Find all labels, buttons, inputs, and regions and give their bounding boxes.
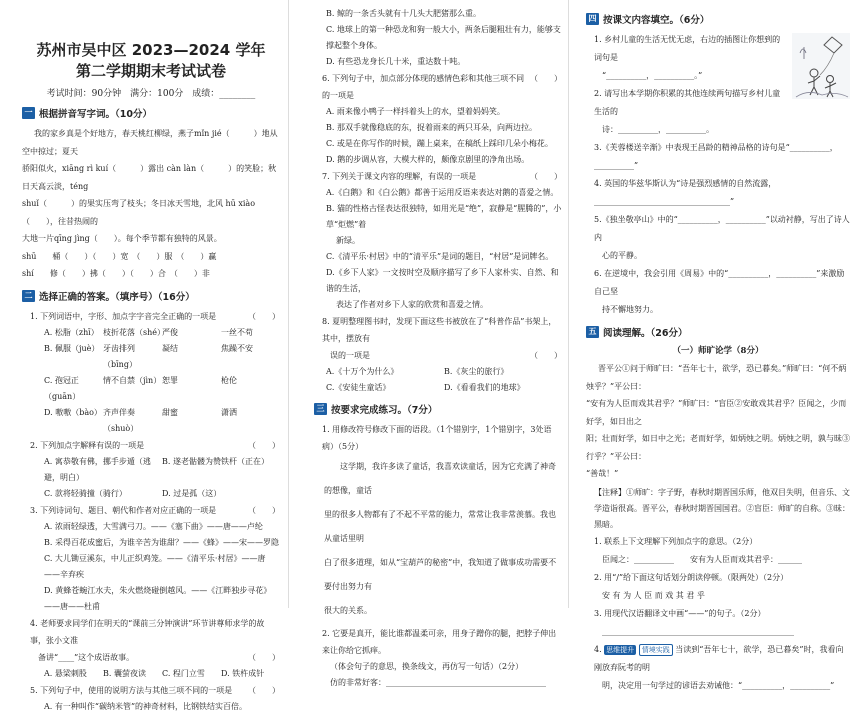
fill-q6[interactable]: 6. 在逆境中，我会引用《周易》中的“__________，__________”来激励自己坚: [594, 269, 845, 296]
question-2: 2. 下列加点字解释有误的一项是 （ ）: [30, 440, 280, 450]
option: A. 浓雨轻绿透，大雪满弓刀。——《塞下曲》——唐——卢纶: [44, 521, 263, 531]
option: C. 大儿锄豆溪东，中儿正织鸡笼。——《清平乐·村居》——唐——辛弃疾: [44, 553, 266, 579]
pinyin-line: 我的家乡真是个好地方，春天桃红柳绿，燕子mǐn jié（ ）地从空中掠过；夏天: [22, 129, 278, 156]
reading-q2: 2. 用“/”给下面这句话划分朗读停顿。（限两处）（2分）: [594, 572, 789, 582]
section-5-heading: [586, 325, 850, 339]
option: D.《看看我们的地球》: [444, 383, 525, 392]
fill-q4[interactable]: 4. 英国的华兹华斯认为“诗是强烈感情的自然流露，__________________________________”: [594, 179, 777, 206]
reading-q1: 1. 联系上下文理解下列加点字的意思。（2分）: [594, 536, 758, 546]
option: B.《灰尘的旅行》: [444, 367, 509, 376]
reading-q4: 4. 思维提升 情境实践 当读到“吾年七十，欲学，恐已暮矣”时，我看向刚放弃阮考的明: [594, 644, 844, 672]
question-4-cont: 备讲“____”这个成语故事。 （ ）: [38, 652, 280, 662]
fill-q5[interactable]: 5.《独坐敬亭山》中的“__________，__________”以动衬静，写出了诗人内: [594, 215, 850, 242]
option: D. 黄蜂苍蜿江水夫，朱火燃烧碰倒越风。——《江畔独步寻花》——唐——杜甫: [44, 585, 272, 611]
option: 新绿。: [336, 236, 360, 245]
section-title: 根据拼音写字词。（10分）: [39, 109, 152, 120]
question-8: 8. 夏明整理图书时，发现下面这些书被放在了“科普作品”书架上，其中，摆放有: [322, 317, 557, 343]
fill-q6-cont: 持不懈地努力。: [602, 305, 658, 314]
column-1: [0, 0, 288, 711]
question-1-options: [44, 325, 280, 437]
option: A. 悬梁刺股: [44, 668, 87, 678]
option: B. 那双手就像稳底的东，捉着雨来的两只耳朵，向两边拉。: [326, 123, 537, 132]
pinyin-line: 大地一片qīng jìng（ ）。每个季节都有独特的风景。: [22, 234, 222, 243]
reading-q3-line[interactable]: ________________________________________________: [602, 626, 794, 636]
classical-text-line: “善哉！”: [586, 469, 619, 478]
pinyin-line: shí 修（ ）拂（ ）（ ）合 （ ）非: [22, 269, 210, 278]
question-1: 1. 下列词语中，字形、加点字字音完全正确的一项是 （ ）: [30, 311, 280, 321]
section-2-heading: [22, 289, 280, 303]
question-3: 3. 下列诗词句、题目、朝代和作者对应正确的一项是 （ ）: [30, 505, 280, 515]
option: 恕罪: [162, 375, 178, 385]
question-8-cont: 误的一项是 （ ）: [330, 351, 562, 360]
exam-title-1: 苏州市吴中区 2023—2024 学年: [36, 41, 266, 59]
question-7: 7. 下列关于课文内容的理解，有误的一项是 （ ）: [322, 172, 562, 181]
option: 牙齿排列（bīng）: [103, 343, 137, 369]
reading-q4-cont[interactable]: 明，决定用一句学过的谚语去劝诫他：“__________，__________”: [602, 680, 835, 690]
section-number: 四: [586, 13, 599, 25]
option: D. 过是孤（这）: [162, 488, 222, 498]
classical-text-line: 晋平公①问于师旷曰：“吾年七十，欲学，恐已暮矣。”师旷曰：“何不炳烛乎？”平公曰：: [586, 364, 847, 391]
fill-q1: 1. 乡村儿童的生活无忧无虑，右边的插图让你想到的词句是: [594, 35, 781, 62]
fill-q2: 2. 请写出本学期你积累的其他连续两句描写乡村儿童生活的: [594, 89, 781, 116]
option: B. 采得百花成蜜后，为谁辛苦为谁甜？——《蜂》——宋——罗隐: [44, 537, 279, 547]
option: 甜蜜: [162, 407, 178, 417]
option: D. 嗷嗷（bào）: [44, 407, 102, 417]
question-8-options: [326, 364, 562, 396]
exam-info: 考试时间：90分钟 满分：100分 成绩：________: [46, 89, 256, 99]
option: B. 佩服（juè）: [44, 343, 100, 353]
option: 枪伦: [221, 375, 237, 385]
answer-line[interactable]: 仿的非常好客：________________________________________: [330, 678, 546, 687]
fill-q2-blank[interactable]: 诗：__________，__________。: [602, 125, 714, 134]
section-title: 按要求完成练习。（7分）: [331, 405, 438, 416]
kite-children-icon: [792, 33, 850, 99]
pinyin-line: shū 桶（ ）（ ）宽 （ ）服 （ ）赢: [22, 251, 217, 261]
fill-q3[interactable]: 3.《芙蓉楼送辛渐》中表现王昌龄的精神品格的诗句是“__________，__________”: [594, 143, 838, 170]
section-number: 二: [22, 290, 35, 302]
section-1-heading: [22, 106, 280, 120]
pinyin-line: shuǐ（ ）的果实压弯了枝头；冬日冰天雪地，北风 hū xiào（ ），往昔热闹的: [22, 199, 256, 226]
classical-text-line: 阳；壮而好学，如日中之光；老而好学，如炳烛之明。炳烛之明，孰与昧③行乎？”平公曰：: [586, 434, 850, 461]
essay-line: 很大的关系。: [324, 606, 372, 615]
section-4-heading: [586, 12, 850, 26]
option: C. 款将轻骑撞（骑行）: [44, 488, 127, 498]
section-3-question-2: 2. 它要是真开，能比谁都温柔可亲，用身子蹭你的腿，把脖子伸出来让你给它抓痒。: [322, 629, 557, 655]
thinking-tag: 思维提升: [606, 645, 635, 654]
essay-line: 这学期，我许多读了童话，我喜欢读童话，因为它充满了神奇的想像，童话: [324, 462, 556, 495]
essay-line: 里的很多人物都有了不起不平常的能力，常常让我非常羡慕。我也从童话里明: [324, 510, 556, 543]
classical-text-line: “安有为人臣而戏其君乎？”师旷曰：“盲臣②安敢戏其君乎？臣闻之，少而好学，如日出之: [586, 399, 847, 426]
reading-q2-sentence[interactable]: 安 有 为 人 臣 而 戏 其 君 乎: [602, 590, 705, 600]
annotation-note: 【注释】①师旷：字子野，春秋时期晋国乐师，他双目失明，但音乐、文学造诣很高。晋平公，春秋时期晋国国君。②盲臣：师旷的自称。③昧：黑暗。: [594, 487, 850, 529]
option: B. 鲸的一条舌头就有十几头大肥猪那么重。: [326, 9, 481, 18]
option: C. 孢冠正（guān）: [44, 375, 81, 401]
option: 潇洒: [221, 407, 237, 417]
section-number: 三: [314, 403, 327, 415]
option: 情不自禁（jìn）: [103, 375, 162, 385]
option: C.《清平乐·村居》中的“清平乐”是词的题目，“村居”是词牌名。: [326, 252, 554, 261]
option: 焦躁不安: [221, 343, 253, 353]
option: A. 寓恭敬有佛，挪手步遁（逃避，明白）: [44, 456, 151, 482]
option: A. 有一种叫作“碳纳米管”的神奇材料，比钢铁结实百倍。: [44, 701, 248, 711]
question-5: 5. 下列句子中，使用的说明方法与其他三项不同的一项是 （ ）: [30, 685, 280, 695]
section-3-question-1: 1. 用修改符号修改下面的语段。（1个错别字，1个错别字，3处语病）（5分）: [322, 425, 552, 451]
fill-q5-cont: 心的平静。: [602, 251, 642, 260]
instruction: （体会句子的意思，换条线文，再仿写一句话）（2分）: [330, 662, 524, 671]
column-3: [568, 0, 860, 690]
section-title: 阅读理解。（26分）: [603, 328, 688, 339]
option: C.《安徒生童话》: [326, 383, 391, 392]
column-2: [288, 0, 568, 687]
option: 凝结: [162, 343, 178, 353]
option: B. 囊萤夜读: [103, 668, 146, 678]
option: D.《乡下人家》一文按时空及顺序描写了乡下人家朴实、自然、和谐的生活，: [326, 268, 559, 293]
fill-q1-blank[interactable]: “__________，__________。”: [602, 71, 703, 80]
option: A. 松脂（zhī）: [44, 327, 99, 337]
question-4: 4. 老师要求同学们在明天的“课前三分钟演讲”环节讲尊师求学的故事，张小文准: [30, 618, 265, 645]
option: B. 遂老骷髅为赞铁杆（正在）: [162, 456, 269, 466]
question-6: 6. 下列句子中，加点部分体现的感情色彩和其他三项不同的一项是 （ ）: [322, 74, 562, 100]
option: D. 鹅的步调从容，大模大样的，颇像京剧里的净角出场。: [326, 155, 530, 164]
section-title: 选择正确的答案。（填序号）（16分）: [39, 291, 195, 303]
option: 齐声伴奏（shuò）: [103, 407, 139, 433]
reading-q1-blank[interactable]: 臣闻之：__________ 安有为人臣而戏其君乎：______: [602, 554, 802, 564]
option: D. 有些恐龙身长几十米，重达数十吨。: [326, 57, 466, 66]
option: 一丝不苟: [221, 327, 253, 337]
option: C. 地球上的第一种恐龙和狗一般大小，两条后腿粗壮有力，能够支撑起整个身体。: [326, 25, 561, 50]
option: 枝折花落（shé）: [103, 327, 165, 337]
option: B. 猫的性格古怪表达很独特，如用光是“绝”，寂静是“腥腾的”，小草“炬燃”着: [326, 204, 562, 229]
section-title: 按课文内容填空。（6分）: [603, 15, 710, 26]
section-number: 五: [586, 326, 599, 338]
practice-tag: 情境实践: [639, 644, 673, 656]
reading-q3: 3. 用现代汉语翻译文中画“——”的句子。（2分）: [594, 608, 766, 618]
reading-title: （一）师旷论学（8分）: [672, 346, 764, 356]
option: C. 或是在你写作的时候，蹦上桌来，在稿纸上踩印几朵小梅花。: [326, 139, 553, 148]
question-2-options: [44, 454, 280, 502]
section-3-heading: [314, 402, 562, 416]
exam-title-2: 第二学期期末考试试卷: [75, 62, 226, 80]
option: A.《十万个为什么》: [326, 367, 399, 376]
option: A.《白鹅》和《白公鹅》都善于运用反语来表达对鹅的喜爱之情。: [326, 188, 559, 197]
option: 严俊: [162, 327, 178, 337]
option: C. 程门立雪: [162, 668, 205, 678]
essay-line: 白了很多道理，如从“宝葫芦的秘密”中，我知道了做事成功需要不要付出努力有: [324, 558, 557, 591]
pinyin-line: 骄阳似火，xiāng rì kuí（ ）露出 càn làn（ ）的笑脸；秋日天高云淡，téng: [22, 164, 277, 191]
option: A. 雨来像小鸭子一样抖着头上的水，望着妈妈笑。: [326, 107, 505, 116]
question-4-options: [44, 666, 280, 682]
option: 表达了作者对乡下人家的欣赏和喜爱之情。: [336, 300, 488, 309]
option: D. 铁杵成针: [221, 668, 265, 678]
section-number: 一: [22, 107, 35, 119]
